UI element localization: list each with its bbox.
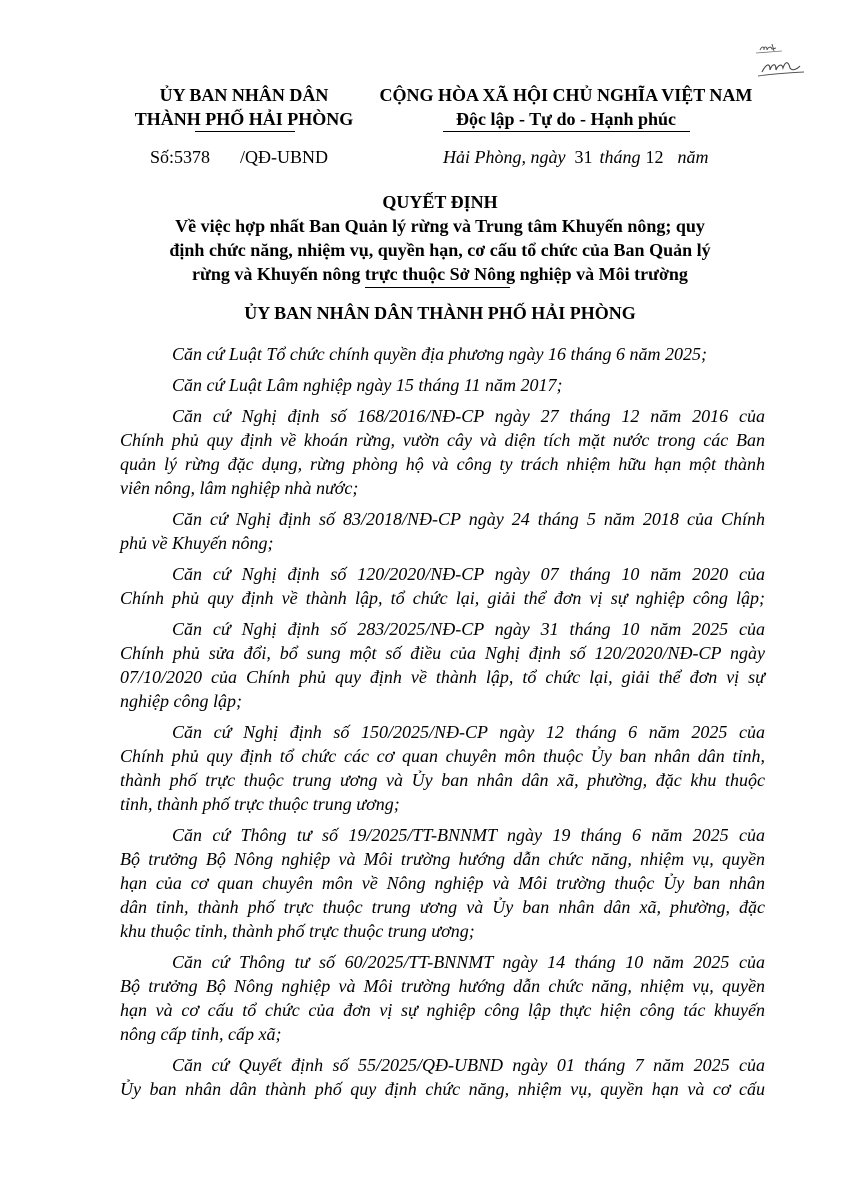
legal-basis-line: dân tỉnh, thành phố trực thuộc trung ương và Ủy ban nhân dân xã, phường, đặc (120, 897, 765, 917)
issuing-authority: ỦY BAN NHÂN DÂN THÀNH PHỐ HẢI PHÒNG (244, 303, 636, 323)
title-subject-line: Về việc hợp nhất Ban Quản lý rừng và Trung tâm Khuyến nông; quy (175, 216, 705, 236)
legal-basis-paragraph (120, 950, 765, 1046)
legal-basis-line: thành phố trực thuộc trung ương và Ủy ban nhân dân xã, phường, đặc khu thuộc (120, 770, 765, 790)
legal-basis-line: Chính phủ quy định tổ chức các cơ quan chuyên môn thuộc Ủy ban nhân dân tỉnh, (120, 746, 765, 766)
date-day: 31 (574, 147, 593, 167)
national-header (372, 83, 760, 131)
legal-basis-line: khu thuộc tỉnh, thành phố trực thuộc trung ương; (120, 921, 475, 941)
legal-basis-line: Căn cứ Nghị định số 150/2025/NĐ-CP ngày 12 tháng 6 năm 2025 của (172, 722, 765, 742)
date-year-label: năm (677, 147, 709, 167)
legal-basis-line: Căn cứ Nghị định số 120/2020/NĐ-CP ngày 07 tháng 10 năm 2020 của (172, 564, 765, 584)
date-month: 12 (645, 147, 664, 167)
legal-bases (120, 342, 765, 1108)
legal-basis-line: tỉnh, thành phố trực thuộc trung ương; (120, 794, 400, 814)
legal-basis-line: Chính phủ quy định về khoán rừng, vườn cây và diện tích mặt nước trong các Ban (120, 430, 765, 450)
legal-basis-paragraph (120, 342, 765, 366)
legal-basis-line: Căn cứ Thông tư số 60/2025/TT-BNNMT ngày 14 tháng 10 năm 2025 của (172, 952, 765, 972)
document-date (443, 145, 709, 169)
issuer-name-line2: THÀNH PHỐ HẢI PHÒNG (134, 109, 354, 129)
document-number (150, 145, 328, 169)
legal-basis-line: Chính phủ sửa đổi, bổ sung một số điều của Nghị định số 120/2020/NĐ-CP ngày (120, 643, 765, 663)
document-number-value: 5378 (174, 147, 211, 167)
document-title (90, 190, 790, 286)
legal-basis-line: quản lý rừng đặc dụng, rừng phòng hộ và công ty trách nhiệm hữu hạn một thành (120, 454, 765, 474)
legal-basis-line: Căn cứ Nghị định số 283/2025/NĐ-CP ngày 31 tháng 10 năm 2025 của (172, 619, 765, 639)
legal-basis-line: Chính phủ quy định về thành lập, tổ chức lại, giải thể đơn vị sự nghiệp công lập; (120, 588, 765, 608)
legal-basis-line: hạn và cơ cấu tổ chức của đơn vị sự nghiệp công lập thực hiện công tác khuyến (120, 1000, 765, 1020)
motto-underline (443, 131, 690, 132)
date-prefix: Hải Phòng, ngày (443, 147, 566, 167)
legal-basis-line: Căn cứ Nghị định số 168/2016/NĐ-CP ngày 27 tháng 12 năm 2016 của (172, 406, 765, 426)
legal-basis-line: phủ về Khuyến nông; (120, 533, 274, 553)
legal-basis-line: nông cấp tỉnh, cấp xã; (120, 1024, 282, 1044)
document-number-suffix: /QĐ-UBND (240, 147, 329, 167)
legal-basis-line: Ủy ban nhân dân thành phố quy định chức năng, nhiệm vụ, quyền hạn và cơ cấu (120, 1079, 765, 1099)
legal-basis-line: 07/10/2020 của Chính phủ quy định về thành lập, tổ chức lại, giải thể đơn vị sự (120, 667, 765, 687)
title-underline (365, 287, 510, 288)
issuer-name-line1: ỦY BAN NHÂN DÂN (159, 85, 329, 105)
legal-basis-line: Căn cứ Quyết định số 55/2025/QĐ-UBND ngày 01 tháng 7 năm 2025 của (172, 1055, 765, 1075)
legal-basis-line: viên nông, lâm nghiệp nhà nước; (120, 478, 359, 498)
legal-basis-paragraph (120, 720, 765, 816)
legal-basis-line: Căn cứ Luật Lâm nghiệp ngày 15 tháng 11 năm 2017; (172, 375, 563, 395)
legal-basis-paragraph (120, 562, 765, 610)
legal-basis-line: nghiệp công lập; (120, 691, 242, 711)
legal-basis-line: Căn cứ Thông tư số 19/2025/TT-BNNMT ngày 19 tháng 6 năm 2025 của (172, 825, 765, 845)
handwritten-initials-icon (752, 38, 812, 84)
title-subject-line: rừng và Khuyến nông trực thuộc Sở Nông nghiệp và Môi trường (192, 264, 688, 284)
legal-basis-line: Bộ trưởng Bộ Nông nghiệp và Môi trường hướng dẫn chức năng, nhiệm vụ, quyền (120, 976, 765, 996)
title-heading: QUYẾT ĐỊNH (382, 192, 498, 212)
legal-basis-paragraph (120, 823, 765, 943)
legal-basis-paragraph (120, 404, 765, 500)
legal-basis-line: Căn cứ Nghị định số 83/2018/NĐ-CP ngày 24 tháng 5 năm 2018 của Chính (172, 509, 765, 529)
legal-basis-paragraph (120, 1053, 765, 1101)
nation-name: CỘNG HÒA XÃ HỘI CHỦ NGHĨA VIỆT NAM (379, 85, 753, 105)
document-number-label: Số: (150, 147, 175, 167)
issuer-header (120, 83, 368, 131)
legal-basis-paragraph (120, 507, 765, 555)
legal-basis-paragraph (120, 617, 765, 713)
date-month-label: tháng (599, 147, 641, 167)
title-subject-line: định chức năng, nhiệm vụ, quyền hạn, cơ cấu tổ chức của Ban Quản lý (169, 240, 711, 260)
issuer-underline (195, 131, 295, 132)
legal-basis-paragraph (120, 373, 765, 397)
legal-basis-line: Bộ trưởng Bộ Nông nghiệp và Môi trường hướng dẫn chức năng, nhiệm vụ, quyền (120, 849, 765, 869)
legal-basis-line: hạn của cơ quan chuyên môn về Nông nghiệp và Môi trường thuộc Ủy ban nhân (120, 873, 765, 893)
national-motto: Độc lập - Tự do - Hạnh phúc (455, 109, 677, 129)
legal-basis-line: Căn cứ Luật Tổ chức chính quyền địa phương ngày 16 tháng 6 năm 2025; (172, 344, 708, 364)
